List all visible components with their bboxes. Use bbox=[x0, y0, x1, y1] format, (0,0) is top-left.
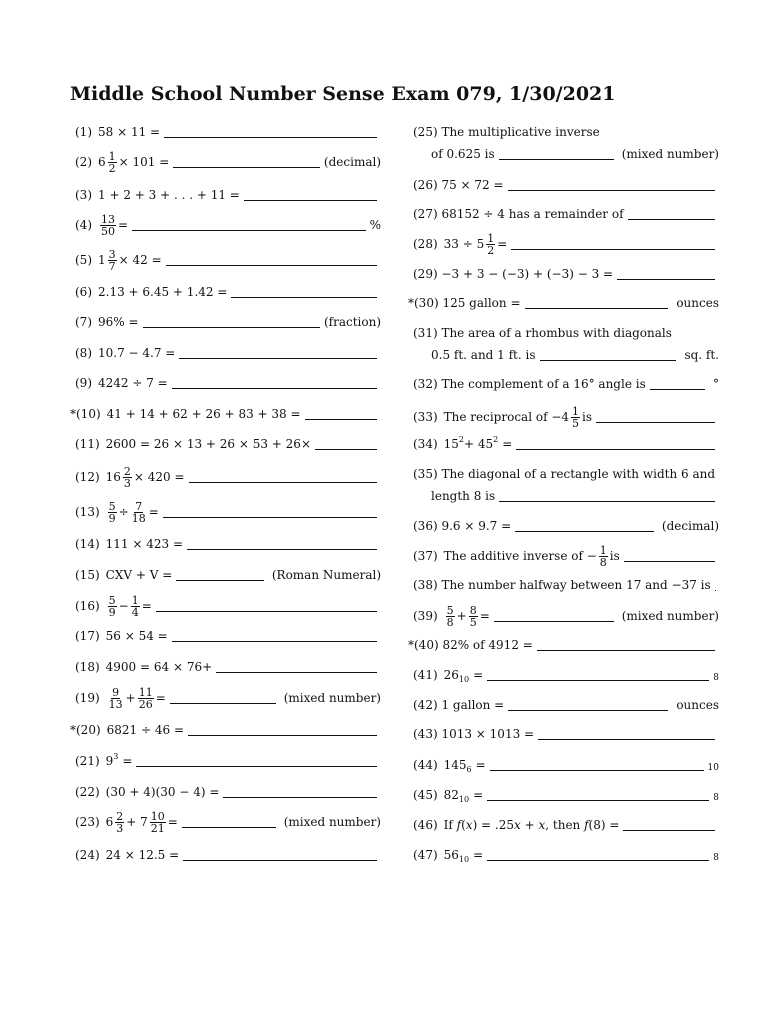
answer-line-21[interactable] bbox=[136, 755, 377, 767]
fraction: $\frac{1}{2}$ bbox=[487, 231, 495, 257]
answer-line-26[interactable] bbox=[508, 179, 715, 191]
answer-line-44[interactable] bbox=[490, 759, 704, 771]
answer-line-5[interactable] bbox=[166, 254, 377, 266]
fraction: $\frac{1}{5}$ bbox=[572, 404, 580, 430]
question-2: (2) 6 $\frac{1}{2}$ × 101 = (decimal) bbox=[75, 149, 381, 175]
fraction: $\frac{1}{8}$ bbox=[599, 543, 607, 569]
question-26: (26) 75 × 72 = bbox=[413, 175, 719, 195]
answer-line-13[interactable] bbox=[163, 506, 377, 518]
question-42: (42) 1 gallon = ounces bbox=[413, 698, 719, 712]
answer-line-40[interactable] bbox=[537, 639, 715, 651]
question-17: (17) 56 × 54 = bbox=[75, 626, 381, 646]
answer-line-12[interactable] bbox=[189, 471, 377, 483]
question-37: (37) The additive inverse of − $\frac{1}{8}$ is bbox=[413, 546, 719, 566]
answer-line-8[interactable] bbox=[179, 347, 377, 359]
question-19: (19) $\frac{9}{13}$ + $\frac{11}{26}$ = (mixed number) bbox=[75, 685, 381, 711]
fraction: $\frac{3}{7}$ bbox=[108, 247, 116, 273]
answer-line-29[interactable] bbox=[617, 268, 715, 280]
question-27: (27) 68152 ÷ 4 has a remainder of bbox=[413, 204, 719, 224]
question-25-line: of 0.625 is (mixed number) bbox=[431, 147, 719, 161]
fraction: $\frac{1}{4}$ bbox=[131, 593, 139, 619]
answer-line-15[interactable] bbox=[176, 569, 264, 581]
fraction: $\frac{1}{2}$ bbox=[108, 149, 116, 175]
question-47: (47) 56 10 = 8 bbox=[413, 848, 719, 864]
fraction: $\frac{7}{18}$ bbox=[131, 499, 146, 525]
question-6: (6) 2.13 + 6.45 + 1.42 = bbox=[75, 282, 381, 302]
answer-line-30[interactable] bbox=[525, 297, 669, 309]
fraction: $\frac{5}{9}$ bbox=[108, 593, 116, 619]
fraction: $\frac{8}{5}$ bbox=[469, 603, 477, 629]
answer-line-36[interactable] bbox=[515, 520, 654, 532]
question-39: (39) $\frac{5}{8}$ + $\frac{8}{5}$ = (mixed number) bbox=[413, 603, 719, 629]
answer-line-43[interactable] bbox=[538, 728, 715, 740]
question-22: (22) (30 + 4)(30 − 4) = bbox=[75, 782, 381, 802]
question-7: (7) 96% = (fraction) bbox=[75, 315, 381, 329]
question-23: (23) 6 $\frac{2}{3}$ + 7 $\frac{10}{21}$ = (mixed number) bbox=[75, 809, 381, 835]
question-20: *(20) 6821 ÷ 46 = bbox=[70, 720, 381, 740]
question-11: (11) 2600 = 26 × 13 + 26 × 53 + 26× bbox=[75, 434, 381, 454]
answer-line-3[interactable] bbox=[244, 189, 377, 201]
answer-line-24[interactable] bbox=[183, 849, 377, 861]
question-46: (46) If f ( x ) = .25 x + x , then f (8) = bbox=[413, 815, 719, 835]
answer-line-47[interactable] bbox=[487, 849, 709, 861]
answer-line-14[interactable] bbox=[187, 538, 377, 550]
question-45: (45) 82 10 = 8 bbox=[413, 788, 719, 804]
answer-line-6[interactable] bbox=[231, 286, 377, 298]
answer-line-22[interactable] bbox=[223, 786, 377, 798]
answer-line-25[interactable] bbox=[499, 148, 614, 160]
question-29: (29) −3 + 3 − (−3) + (−3) − 3 = bbox=[413, 264, 719, 284]
exam-title: Middle School Number Sense Exam 079, 1/30/2021 bbox=[70, 83, 616, 105]
answer-line-35[interactable] bbox=[499, 490, 715, 502]
question-28: (28) 33 ÷ 5 $\frac{1}{2}$ = bbox=[413, 234, 719, 254]
question-25: (25) The multiplicative inverse bbox=[413, 125, 600, 139]
question-1: (1) 58 × 11 = bbox=[75, 122, 381, 142]
fraction: $\frac{10}{21}$ bbox=[150, 809, 165, 835]
question-32: (32) The complement of a 16° angle is ° bbox=[413, 377, 719, 391]
question-36: (36) 9.6 × 9.7 = (decimal) bbox=[413, 519, 719, 533]
answer-line-27[interactable] bbox=[628, 208, 715, 220]
question-14: (14) 111 × 423 = bbox=[75, 534, 381, 554]
fraction: $\frac{5}{8}$ bbox=[446, 603, 454, 629]
answer-line-28[interactable] bbox=[511, 238, 715, 250]
question-34: (34) 15 2 + 45 2 = bbox=[413, 434, 719, 454]
answer-line-42[interactable] bbox=[508, 699, 668, 711]
question-18: (18) 4900 = 64 × 76+ bbox=[75, 657, 381, 677]
answer-line-23[interactable] bbox=[182, 816, 276, 828]
question-12: (12) 16 $\frac{2}{3}$ × 420 = bbox=[75, 467, 381, 487]
question-40: *(40) 82% of 4912 = bbox=[408, 635, 719, 655]
answer-line-7[interactable] bbox=[143, 316, 320, 328]
fraction: $\frac{2}{3}$ bbox=[123, 464, 131, 490]
fraction: $\frac{11}{26}$ bbox=[138, 685, 153, 711]
answer-line-19[interactable] bbox=[170, 692, 276, 704]
answer-line-46[interactable] bbox=[623, 819, 715, 831]
answer-line-39[interactable] bbox=[494, 610, 614, 622]
question-21: (21) 9 3 = bbox=[75, 751, 381, 771]
answer-line-32[interactable] bbox=[650, 378, 705, 390]
answer-line-11[interactable] bbox=[315, 438, 377, 450]
question-24: (24) 24 × 12.5 = bbox=[75, 845, 381, 865]
answer-line-34[interactable] bbox=[516, 438, 715, 450]
question-35-line: length 8 is bbox=[431, 486, 719, 506]
question-31-line: 0.5 ft. and 1 ft. is sq. ft. bbox=[431, 348, 719, 362]
question-3: (3) 1 + 2 + 3 + . . . + 11 = bbox=[75, 185, 381, 205]
fraction: $\frac{13}{50}$ bbox=[101, 212, 115, 238]
question-33: (33) The reciprocal of −4 $\frac{1}{5}$ is bbox=[413, 407, 719, 427]
answer-line-1[interactable] bbox=[164, 126, 377, 138]
question-30: *(30) 125 gallon = ounces bbox=[408, 296, 719, 310]
question-41: (41) 26 10 = 8 bbox=[413, 668, 719, 684]
fraction: $\frac{9}{13}$ bbox=[108, 685, 123, 711]
answer-line-41[interactable] bbox=[487, 669, 709, 681]
answer-line-33[interactable] bbox=[596, 411, 715, 423]
question-4: (4) $\frac{13}{50}$ = % bbox=[75, 212, 381, 238]
answer-line-18[interactable] bbox=[216, 661, 377, 673]
answer-line-4[interactable] bbox=[132, 219, 366, 231]
question-13: (13) $\frac{5}{9}$ ÷ $\frac{7}{18}$ = bbox=[75, 502, 381, 522]
answer-line-16[interactable] bbox=[156, 600, 377, 612]
fraction: $\frac{2}{3}$ bbox=[116, 809, 124, 835]
answer-line-17[interactable] bbox=[172, 630, 377, 642]
question-44: (44) 145 6 = 10 bbox=[413, 758, 719, 774]
answer-line-37[interactable] bbox=[624, 550, 715, 562]
fraction: $\frac{5}{9}$ bbox=[108, 499, 116, 525]
answer-line-31[interactable] bbox=[540, 349, 677, 361]
answer-line-10[interactable] bbox=[305, 408, 377, 420]
question-5: (5) 1 $\frac{3}{7}$ × 42 = bbox=[75, 250, 381, 270]
question-10: *(10) 41 + 14 + 62 + 26 + 83 + 38 = bbox=[70, 404, 381, 424]
question-8: (8) 10.7 − 4.7 = bbox=[75, 343, 381, 363]
question-38: (38) The number halfway between 17 and −37 is bbox=[413, 578, 711, 592]
question-9: (9) 4242 ÷ 7 = bbox=[75, 373, 381, 393]
answer-line-9[interactable] bbox=[172, 377, 377, 389]
answer-line-2[interactable] bbox=[173, 156, 320, 168]
question-35: (35) The diagonal of a rectangle with width 6 and bbox=[413, 467, 716, 481]
question-15: (15) CXV + V = (Roman Numeral) bbox=[75, 568, 381, 582]
question-43: (43) 1013 × 1013 = bbox=[413, 724, 719, 744]
answer-line-45[interactable] bbox=[487, 789, 709, 801]
question-16: (16) $\frac{5}{9}$ − $\frac{1}{4}$ = bbox=[75, 596, 381, 616]
question-31: (31) The area of a rhombus with diagonals bbox=[413, 326, 672, 340]
answer-line-20[interactable] bbox=[188, 724, 377, 736]
